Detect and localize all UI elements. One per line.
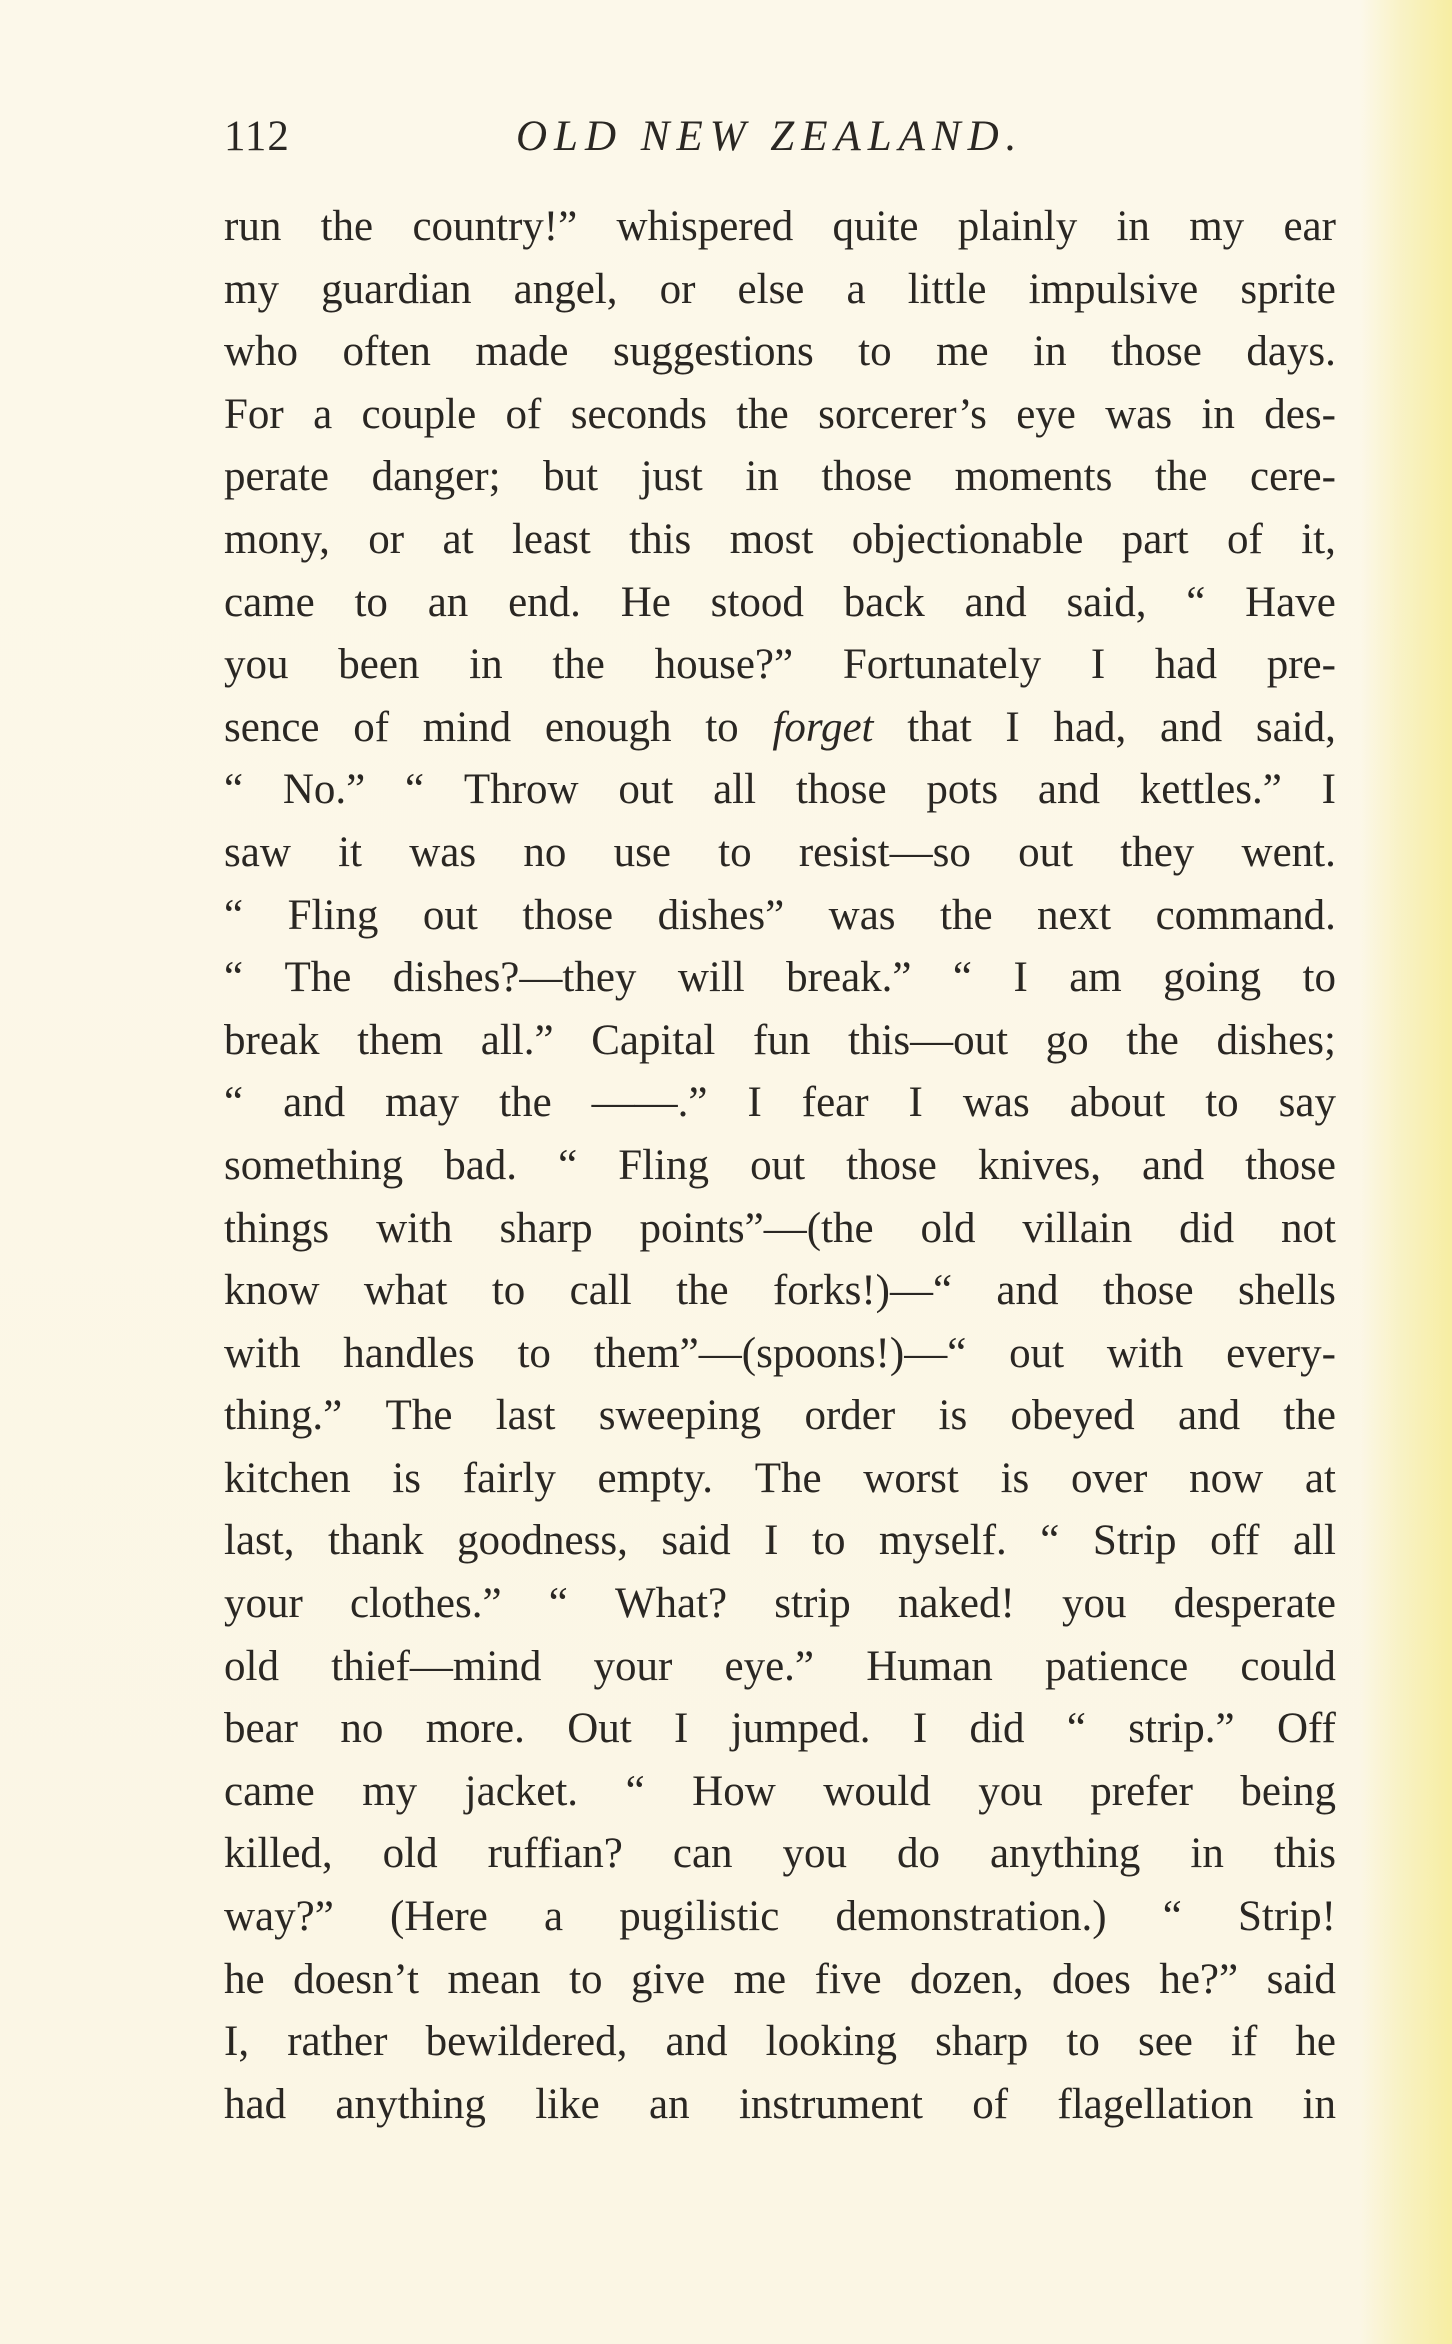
text-line: “ The dishes?—they will break.” “ I am going to [224, 954, 1336, 1002]
body-text [224, 196, 1336, 2136]
text-line: had anything like an instrument of flagellation in [224, 2080, 1336, 2128]
text-line: saw it was no use to resist—so out they went. [224, 828, 1336, 876]
text-line: last, thank goodness, said I to myself. “ Strip off all [224, 1517, 1336, 1565]
text-line: “ No.” “ Throw out all those pots and kettles.” I [224, 766, 1336, 814]
text-line: run the country!” whispered quite plainly in my ear [224, 203, 1336, 250]
text-line: “ Fling out those dishes” was the next command. [224, 891, 1336, 939]
text-line: mony, or at least this most objectionable part of it, [224, 515, 1336, 563]
text-line: things with sharp points”—(the old villain did not [224, 1204, 1336, 1252]
text-line: you been in the house?” Fortunately I had pre- [224, 641, 1336, 689]
text-line: sence of mind enough to forget that I had, and said, [224, 703, 1336, 751]
text-line: who often made suggestions to me in those days. [224, 328, 1336, 376]
running-title: OLD NEW ZEALAND. [516, 113, 1024, 160]
text-line: know what to call the forks!)—“ and those shells [224, 1267, 1336, 1315]
text-line: came to an end. He stood back and said, “ Have [224, 578, 1336, 626]
text-line: with handles to them”—(spoons!)—“ out with every- [224, 1329, 1336, 1377]
text-line: “ and may the ——.” I fear I was about to say [224, 1079, 1336, 1127]
text-line: I, rather bewildered, and looking sharp to see if he [224, 2018, 1336, 2066]
text-line: bear no more. Out I jumped. I did “ strip.” Off [224, 1705, 1336, 1753]
text-line: For a couple of seconds the sorcerer’s eye was in des- [224, 390, 1336, 438]
text-line: came my jacket. “ How would you prefer being [224, 1767, 1336, 1815]
running-head [224, 112, 1340, 172]
text-line: killed, old ruffian? can you do anything in this [224, 1830, 1336, 1878]
text-line: perate danger; but just in those moments the cere- [224, 453, 1336, 501]
text-line: thing.” The last sweeping order is obeyed and the [224, 1392, 1336, 1440]
text-line: your clothes.” “ What? strip naked! you desperate [224, 1580, 1336, 1628]
text-line: kitchen is fairly empty. The worst is over now at [224, 1454, 1336, 1502]
text-line: he doesn’t mean to give me five dozen, does he?” said [224, 1955, 1336, 2003]
text-line: my guardian angel, or else a little impulsive sprite [224, 265, 1336, 313]
text-line: old thief—mind your eye.” Human patience could [224, 1642, 1336, 1690]
page-number: 112 [224, 113, 290, 160]
text-line: something bad. “ Fling out those knives, and those [224, 1141, 1336, 1189]
text-line: break them all.” Capital fun this—out go the dishes; [224, 1016, 1336, 1064]
text-line: way?” (Here a pugilistic demonstration.) “ Strip! [224, 1893, 1336, 1941]
